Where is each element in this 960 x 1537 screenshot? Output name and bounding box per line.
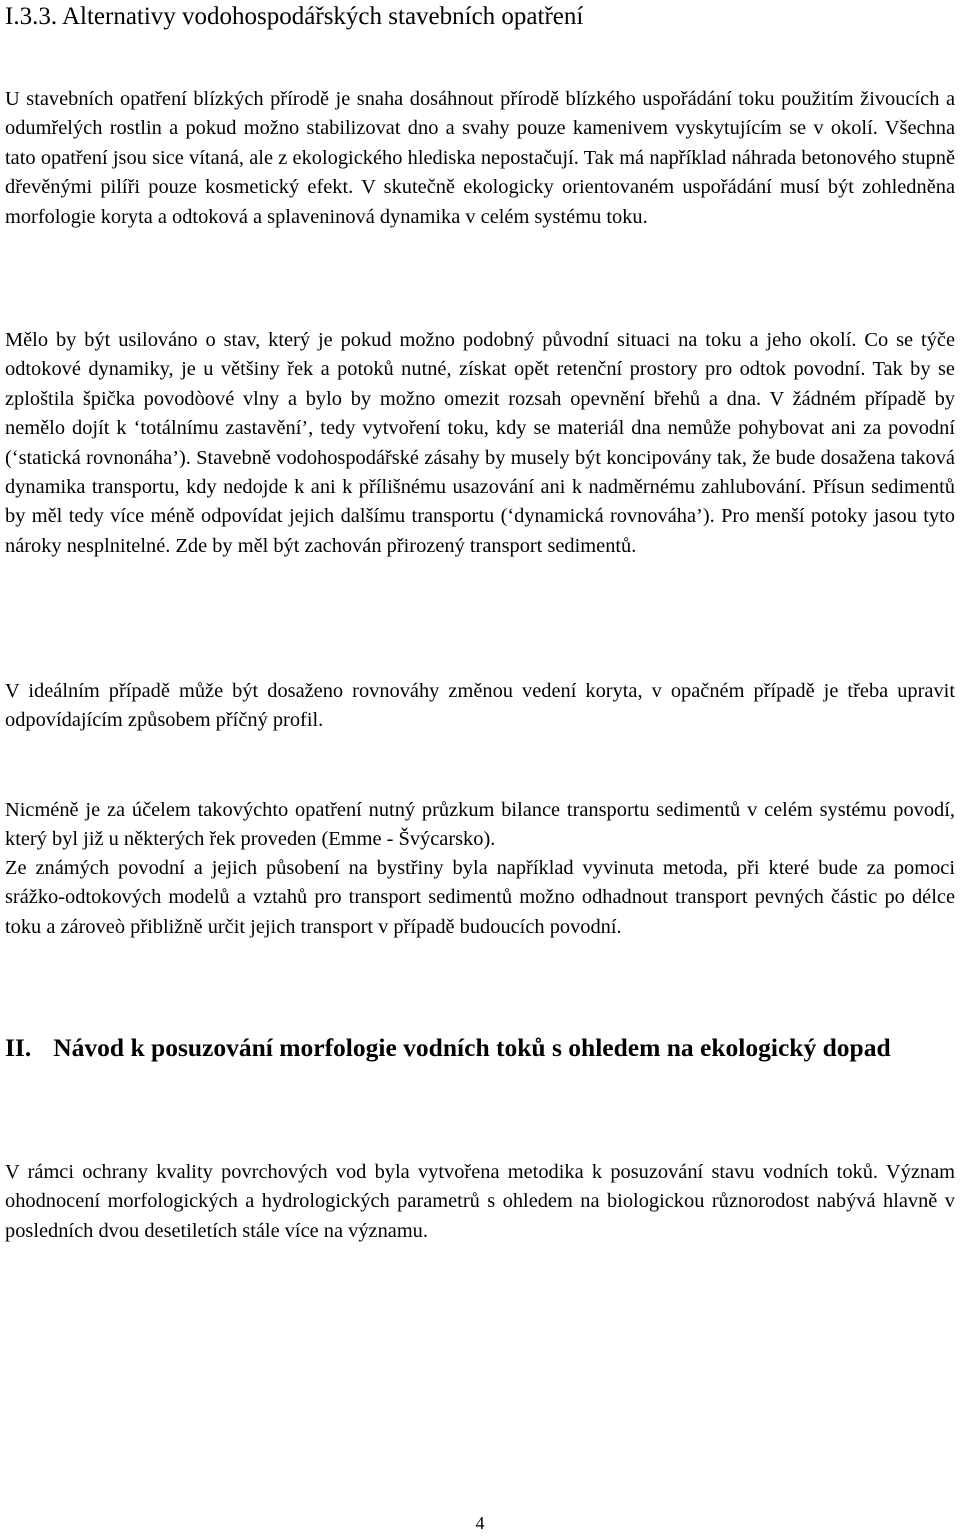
paragraph-sediment-survey: Nicméně je za účelem takovýchto opatření nutný průzkum bilance transportu sedimentů v celém systému povodí, který byl již u některých řek proveden (Emme - Švýcarsko).	[5, 799, 955, 851]
chapter-title: Návod k posuzování morfologie vodních toků s ohledem na ekologický dopad	[53, 1033, 891, 1062]
paragraph-nature-based-measures: U stavebních opatření blízkých přírodě je snaha dosáhnout přírodě blízkého uspořádání toku použitím živoucích a odumřelých rostlin a pokud možno stabilizovat dno a svahy pouze kamenivem vyskytujícím se v okolí. Všechna tato opatření jsou sice vítaná, ale z ekologického hlediska nepostačují. Tak má například náhrada betonového stupně dřevěnými pilíři pouze kosmetický efekt. V skutečně ekologicky orientovaném uspořádání musí být zohledněna morfologie koryta a odtoková a splaveninová dynamika v celém systému toku.	[5, 88, 955, 228]
paragraph-target-state: Mělo by být usilováno o stav, který je pokud možno podobný původní situaci na toku a jeho okolí. Co se týče odtokové dynamiky, je u většiny řek a potoků nutné, získat opět retenční prostory pro odtok povodní. Tak by se zploštila špička povodòové vlny a bylo by možno omezit rozsah opevnění břehů a dna. V žádném případě by nemělo dojít k ‘totálnímu zastavění’, tedy vytvoření toku, kdy se materiál dna nemůže pohybovat ani za povodní (‘statická rovnonáha’). Stavebně vodohospodářské zásahy by musely být koncipovány tak, že bude dosažena taková dynamika transportu, kdy nedojde k ani k přílišnému usazování ani k nadměrnému zahlubování. Přísun sedimentů by měl tedy více méně odpovídat jejich dalšímu transportu (‘dynamická rovnováha’). Pro menší potoky jasou tyto nároky nesplnitelné. Zde by měl být zachován přirozený transport sedimentů.	[5, 329, 955, 557]
page-number: 4	[475, 1513, 485, 1533]
paragraph-method: Ze známých povodní a jejich působení na bystřiny byla například vyvinuta metoda, při které bude za pomoci srážko-odtokových modelů a vztahů pro transport sedimentů možno odhadnout transport pevných částic po délce toku a zároveò přibližně určit jejich transport v případě budoucích povodní.	[5, 857, 955, 938]
paragraph-methodology: V rámci ochrany kvality povrchových vod byla vytvořena metodika k posuzování stavu vodních toků. Význam ohodnocení morfologických a hydrologických parametrů s ohledem na biologickou různorodost nabývá hlavně v posledních dvou desetiletích stále více na významu.	[5, 1161, 955, 1242]
chapter-heading	[5, 1031, 955, 1065]
section-heading: I.3.3. Alternativy vodohospodářských stavebních opatření	[5, 3, 584, 30]
chapter-number: II.	[5, 1033, 32, 1062]
paragraph-ideal-case: V ideálním případě může být dosaženo rovnováhy změnou vedení koryta, v opačném případě je třeba upravit odpovídajícím způsobem příčný profil.	[5, 680, 955, 732]
